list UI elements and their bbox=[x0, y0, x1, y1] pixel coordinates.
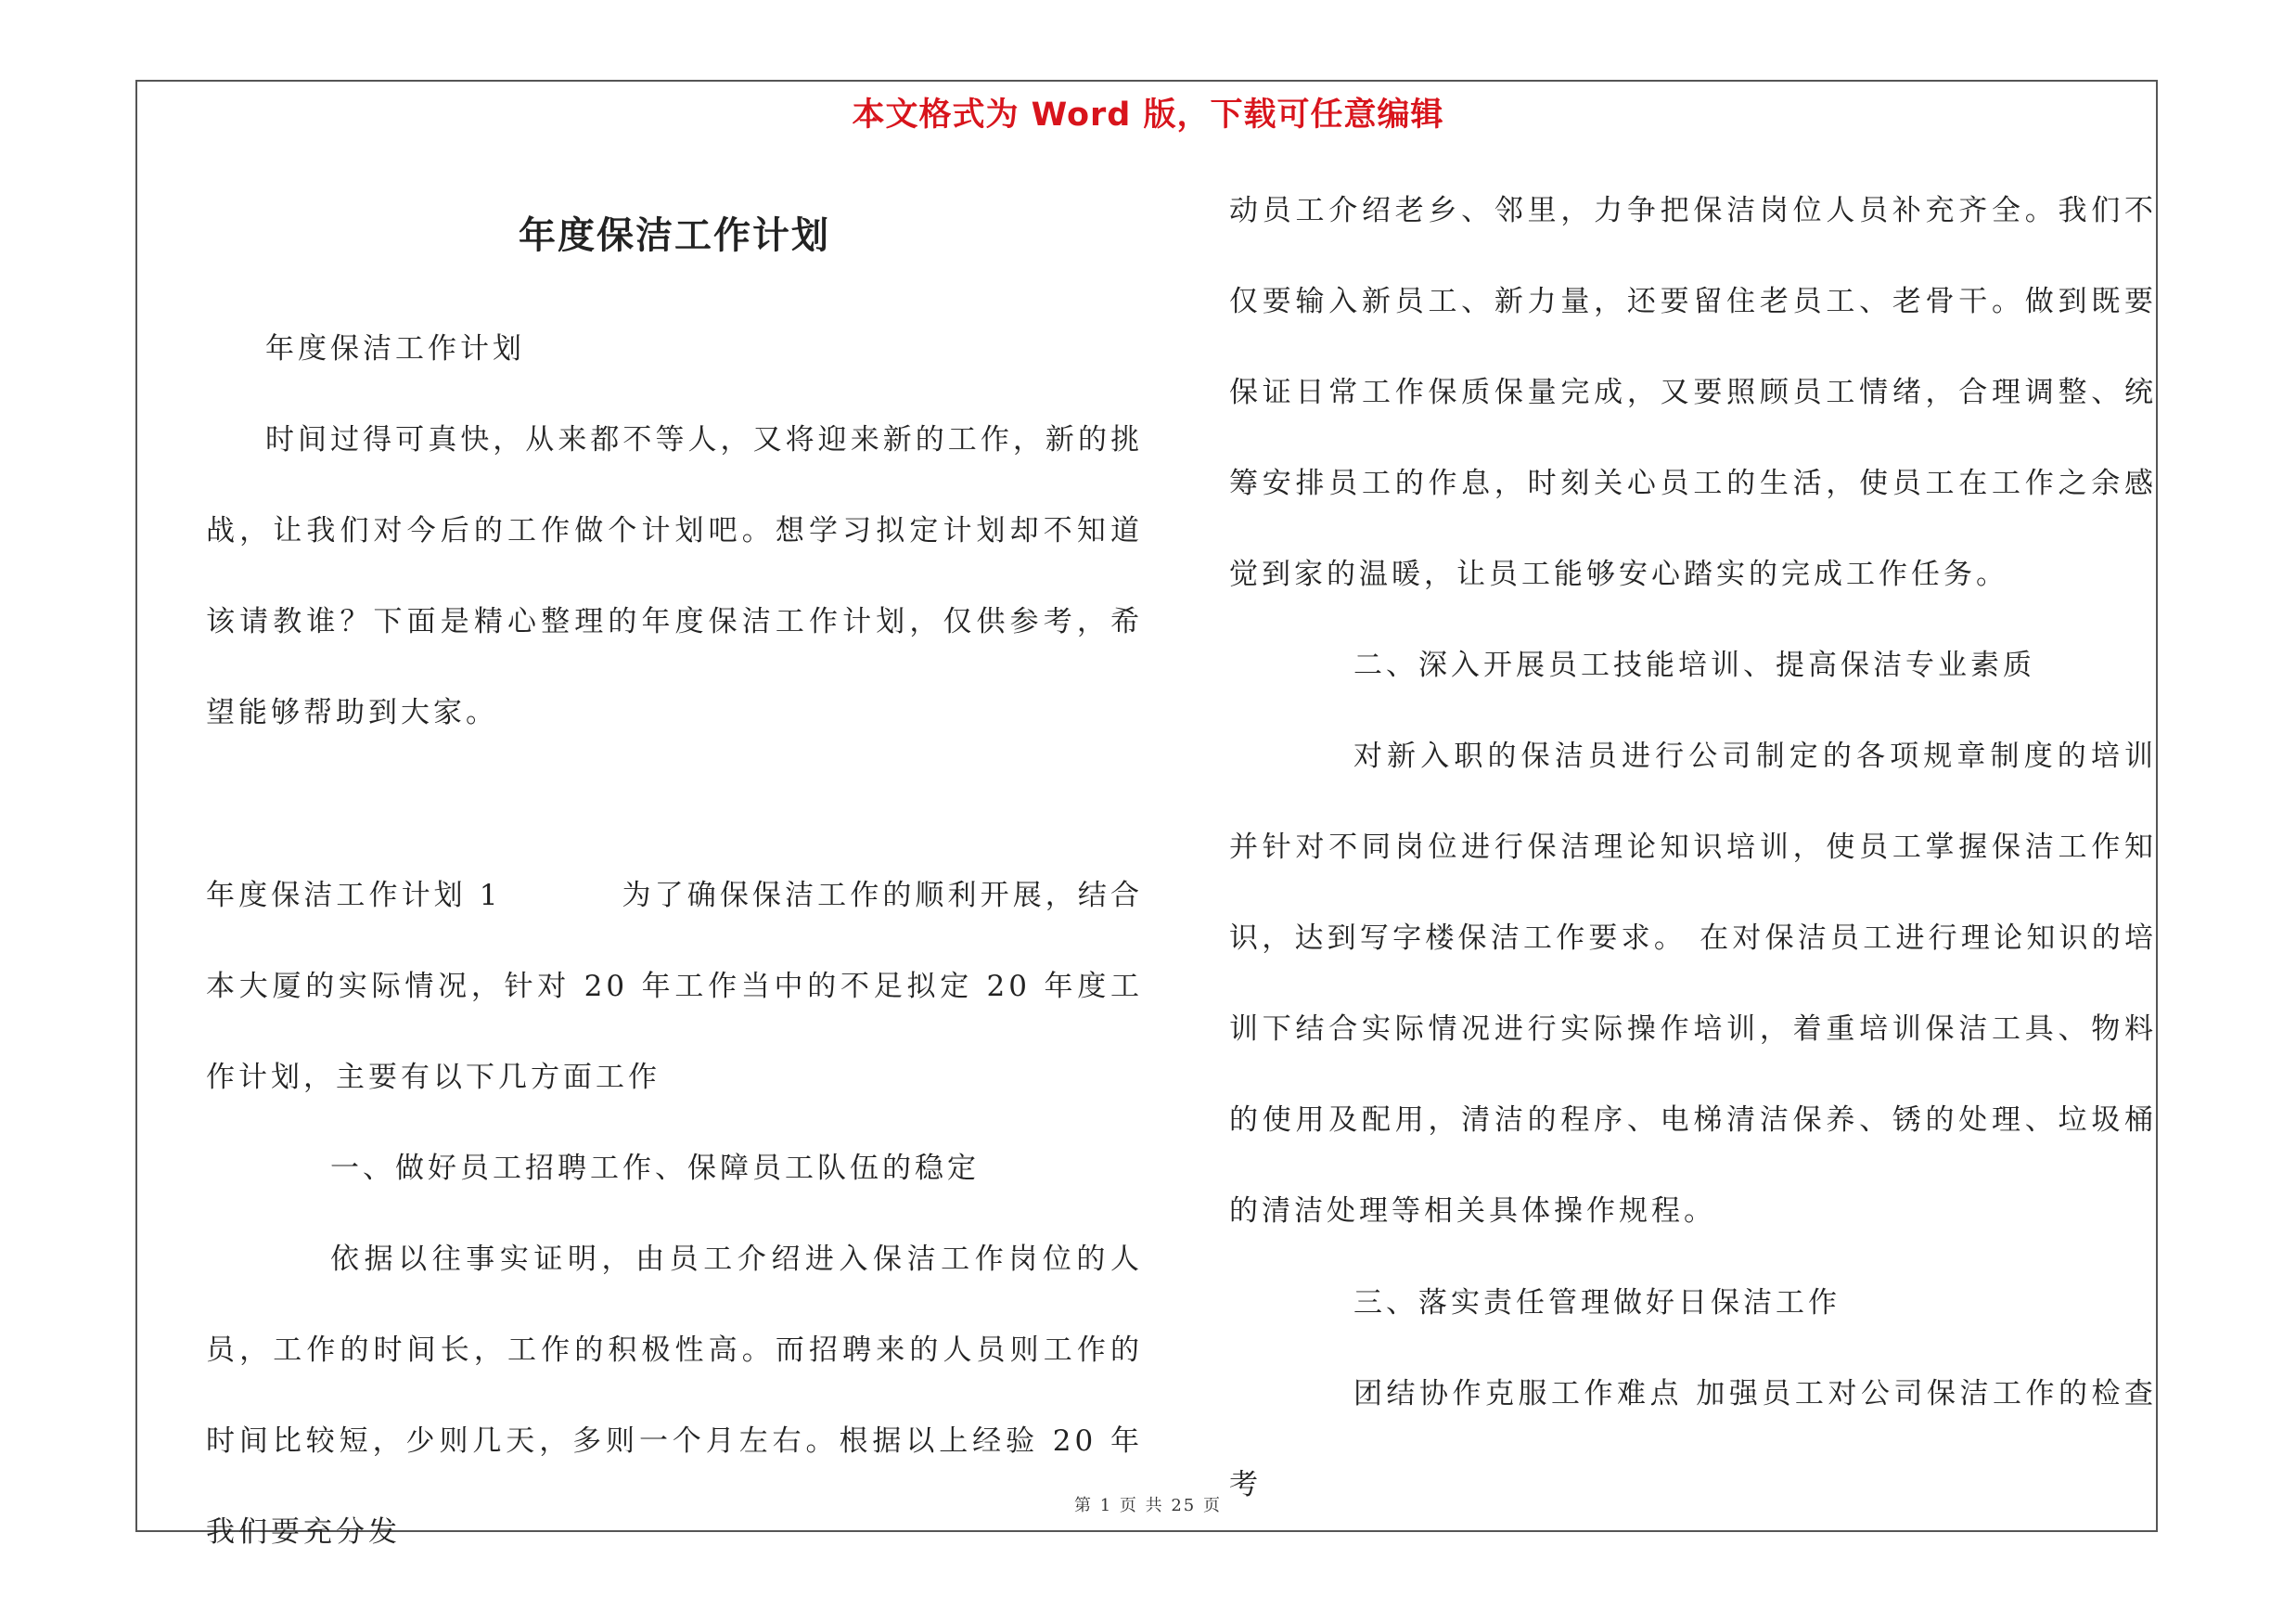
plan1-label: 年度保洁工作计划 1 bbox=[206, 879, 502, 912]
section1-heading: 一、做好员工招聘工作、保障员工队伍的稳定 bbox=[330, 1152, 980, 1185]
page-number: 第 1 页 共 25 页 bbox=[1074, 1496, 1222, 1515]
section2-paragraph: 对新入职的保洁员进行公司制定的各项规章制度的培训并针对不同岗位进行保洁理论知识培训，使员工掌握保洁工作知识，达到写字楼保洁工作要求。 在对保洁员工进行理论知识的培训下结合实际情况进行实际操作培训，着重培训保洁工具、物料的使用及配用，清洁的程序、电梯清洁保养、锈的处理、垃圾桶的清洁处理等相关具体操作规程。 bbox=[1229, 740, 2157, 1228]
section3-heading: 三、落实责任管理做好日保洁工作 bbox=[1353, 1286, 1841, 1320]
format-banner: 本文格式为 Word 版，下载可任意编辑 bbox=[852, 97, 1444, 134]
section1-paragraph: 依据以往事实证明，由员工介绍进入保洁工作岗位的人员，工作的时间长，工作的积极性高。而招聘来的人员则工作的时间比较短，少则几天，多则一个月左右。根据以上经验 20 年我们要充分发 bbox=[206, 1243, 1143, 1549]
section2-heading: 二、深入开展员工技能培训、提高保洁专业素质 bbox=[1353, 649, 2035, 682]
section3-paragraph: 团结协作克服工作难点 加强员工对公司保洁工作的检查考 bbox=[1229, 1377, 2157, 1501]
right-paragraph-1: 动员工介绍老乡、邻里，力争把保洁岗位人员补充齐全。我们不仅要输入新员工、新力量，还要留住老员工、老骨干。做到既要保证日常工作保质保量完成，又要照顾员工情绪，合理调整、统筹安排员工的作息，时刻关心员工的生活，使员工在工作之余感觉到家的温暖，让员工能够安心踏实的完成工作任务。 bbox=[1229, 194, 2157, 591]
plan1-paragraph bbox=[206, 850, 1143, 1123]
plan1-text-a: 为了确保保洁工作的顺利开展，结合本 bbox=[206, 879, 1144, 1003]
plan1-text-b: 大厦的实际情况，针对 20 年工作当中的不足拟定 20 年度工作计划，主要有以下几方面工作 bbox=[206, 970, 1143, 1094]
intro-paragraph: 时间过得可真快，从来都不等人，又将迎来新的工作，新的挑战，让我们对今后的工作做个计划吧。想学习拟定计划却不知道该请教谁？下面是精心整理的年度保洁工作计划，仅供参考，希望能够帮助到大家。 bbox=[206, 423, 1143, 729]
document-title: 年度保洁工作计划 bbox=[519, 213, 830, 257]
left-subtitle: 年度保洁工作计划 bbox=[265, 332, 525, 366]
